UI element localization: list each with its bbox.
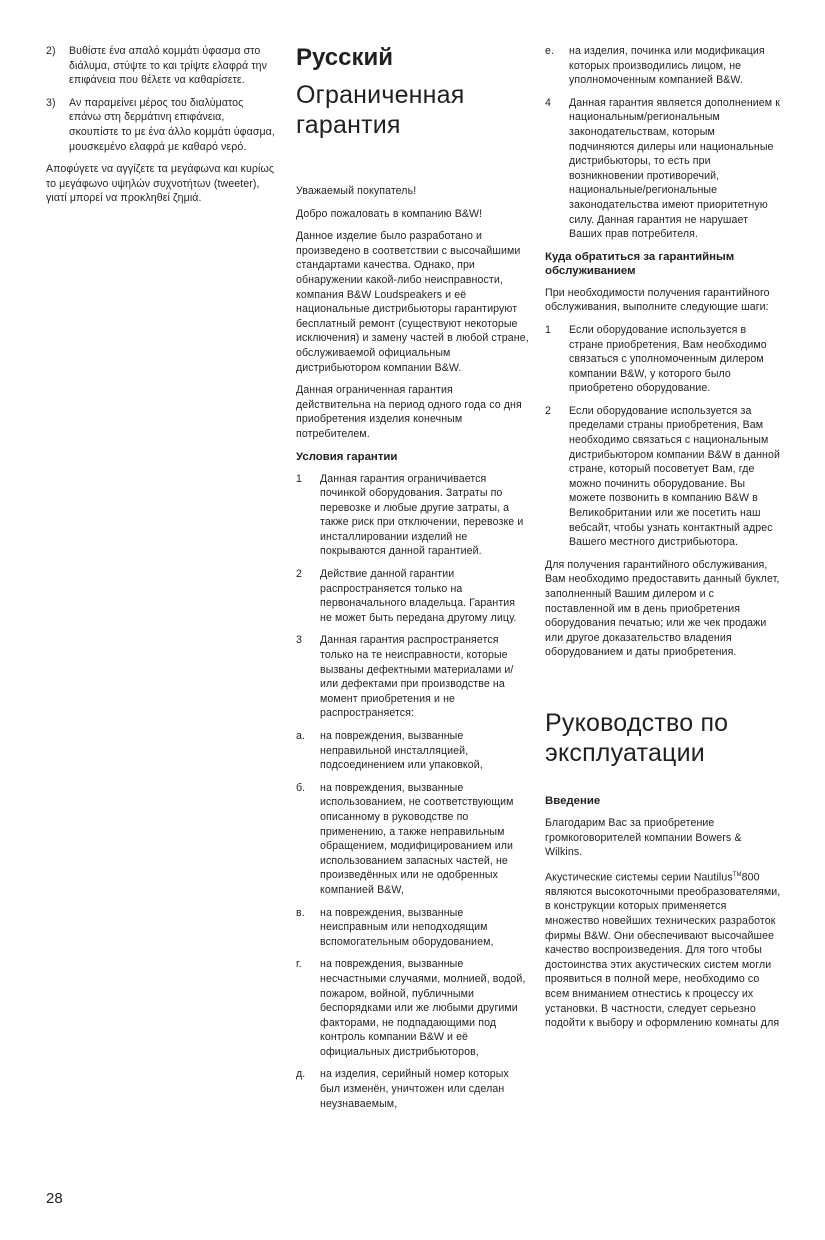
list-text: Данная гарантия ограничивается починкой оборудования. Затраты по перевозке и любые другие затраты, а также риск при отключении, перевозке и инсталлировании изделий не покрываются данной гарантией. <box>320 472 524 558</box>
paragraph: Благодарим Вас за приобретение громкоговорителей компании Bowers & Wilkins. <box>545 816 742 859</box>
list-item <box>296 567 530 625</box>
paragraph: Уважаемый покупатель! <box>296 185 417 197</box>
list-number: г. <box>296 958 302 971</box>
list-item <box>545 44 781 88</box>
list-item <box>46 96 276 154</box>
paragraph: Данная ограниченная гарантия действительна на период одного года со дня приобретения изделия конечным потребителем. <box>296 384 522 440</box>
list-text: Если оборудование используется за пределами страны приобретения, Вам необходимо связаться с национальным дистрибьютором компании B&W в данной стране, который посоветует Вам, где можно починить оборудование. Вы можете позвонить в компанию B&W в Великобритании или же посетить наш вебсайт, чтобы узнать контактный адрес Вашего местного дистрибьютора. <box>569 404 781 549</box>
list-item <box>296 729 530 773</box>
list-text: на повреждения, вызванные неисправным или неподходящим вспомогательным оборудованием, <box>320 906 494 948</box>
list-number: 2 <box>545 404 551 417</box>
list-number: 4 <box>545 96 551 109</box>
trademark-mark: TM <box>732 871 742 878</box>
list-text: на повреждения, вызванные несчастными случаями, молнией, водой, пожаром, войной, публичными беспорядками или же любыми другими факторами, не подпадающими под контроль компании B&W и её официальных дистрибьюторов, <box>320 958 526 1058</box>
list-item <box>296 957 530 1059</box>
text-run: 800 являются высокоточными преобразователями, в конструкции которых применяется множество новейших технических разработок фирмы B&W. Они обеспечивают высочайшее качество воспроизведения. Для того чтобы достоинства этих акустических систем могли проявиться в полной мере, необходимо со всем вниманием отнестись к процессу их установки. В частности, следует серьезно подойти к выбору и оформлению комнаты для <box>545 871 781 1030</box>
list-text: Если оборудование используется в стране приобретения, Вам необходимо связаться с уполномоченным дилером компании B&W, у которого было приобретено оборудование. <box>569 323 767 395</box>
subheading: Куда обратиться за гарантийным обслуживанием <box>545 250 735 277</box>
spacer <box>545 668 781 708</box>
list-text: на повреждения, вызванные использованием, не соответствующим описанному в руководстве по применению, а также неправильным обращением, модифицированием или использованием запасных частей, не произведённых или не одобренных компанией B&W, <box>320 781 514 896</box>
list-item <box>296 906 530 950</box>
list-item <box>296 1067 530 1111</box>
subheading: Условия гарантии <box>296 450 398 463</box>
paragraph <box>545 868 781 1031</box>
list-number: 3 <box>296 634 302 647</box>
list-number: 1 <box>296 472 302 485</box>
russian-column <box>296 44 530 1119</box>
list-item <box>296 633 530 721</box>
list-item <box>545 404 781 550</box>
page-number: 28 <box>46 1190 63 1207</box>
section-heading: Ограниченная гарантия <box>296 81 465 139</box>
paragraph: Добро пожаловать в компанию B&W! <box>296 207 483 220</box>
list-number: б. <box>296 781 306 794</box>
list-number: 2 <box>296 568 302 581</box>
list-text: на повреждения, вызванные неправильной инсталляцией, подсоединением или упаковкой, <box>320 730 483 772</box>
list-item <box>46 44 276 88</box>
paragraph: Αποφύγετε να αγγίζετε τα μεγάφωνα και κυρίως το μεγάφωνο υψηλών συχνοτήτων (tweeter), γιατί μπορεί να προκληθεί ζημιά. <box>46 163 275 205</box>
list-text: Действие данной гарантии распространяется только на первоначального владельца. Гарантия не может быть передана другому лицу. <box>320 568 517 624</box>
paragraph: Для получения гарантийного обслуживания, Вам необходимо предоставить данный буклет, заполненный Вашим дилером и с поставленной им в день приобретения оборудования печатью; или же чек продажи или другое доказательство владения оборудованием и даты приобретения. <box>545 558 780 659</box>
list-number: в. <box>296 906 305 919</box>
language-heading: Русский <box>296 44 393 71</box>
russian-column-continued <box>545 44 781 1039</box>
greek-column <box>46 44 276 214</box>
list-item <box>545 323 781 396</box>
list-number: д. <box>296 1068 306 1081</box>
list-item <box>296 472 530 560</box>
list-text: Αν παραμείνει μέρος του διαλύματος επάνω στη δερμάτινη επιφάνεια, σκουπίστε το με ένα άλλο κομμάτι ύφασμα, μουσκεμένο ελαφρά με καθαρό νερό. <box>69 96 275 153</box>
list-item <box>545 96 781 242</box>
text-run: Акустические системы серии Nautilus <box>545 871 733 884</box>
list-number: 2) <box>46 45 56 57</box>
list-number: е. <box>545 45 555 57</box>
list-text: Данная гарантия является дополнением к национальным/региональным законодательствам, которым подчиняются дилеры или национальные дистрибьюторы, то есть при возникновении противоречий, национальные/региональные законодательства имеют приоритетную силу. Данная гарантия не нарушает Ваших прав потребителя. <box>569 96 780 241</box>
paragraph: Данное изделие было разработано и произведено в соответствии с высочайшими стандартами качества. Однако, при обнаружении какой-либо неисправности, компания B&W Loudspeakers и её национальные дистрибьюторы гарантируют бесплатный ремонт (существуют некоторые исключения) и замену частей в любой стране, обслуживаемой официальным дистрибьютором компании B&W. <box>296 230 529 374</box>
list-text: на изделия, починка или модификация которых производились лицом, не уполномоченным компанией B&W. <box>569 45 765 87</box>
subheading: Введение <box>545 794 601 807</box>
list-text: на изделия, серийный номер которых был изменён, уничтожен или сделан неузнаваемым, <box>320 1068 509 1110</box>
list-text: Данная гарантия распространяется только на те неисправности, которые вызваны дефектными материалами и/или дефектами при производстве на момент приобретения и не распространяется: <box>320 634 514 720</box>
list-number: а. <box>296 730 306 742</box>
paragraph: При необходимости получения гарантийного обслуживания, выполните следующие шаги: <box>545 286 770 314</box>
list-number: 1 <box>545 323 551 336</box>
list-text: Βυθίστε ένα απαλό κομμάτι ύφασμα στο διάλυμα, στύψτε το και τρίψτε ελαφρά την επιφάνεια που θέλετε να καθαρίσετε. <box>69 45 267 87</box>
list-item <box>296 781 530 898</box>
list-number: 3) <box>46 96 56 109</box>
section-heading: Руководство по эксплуатации <box>545 708 729 767</box>
